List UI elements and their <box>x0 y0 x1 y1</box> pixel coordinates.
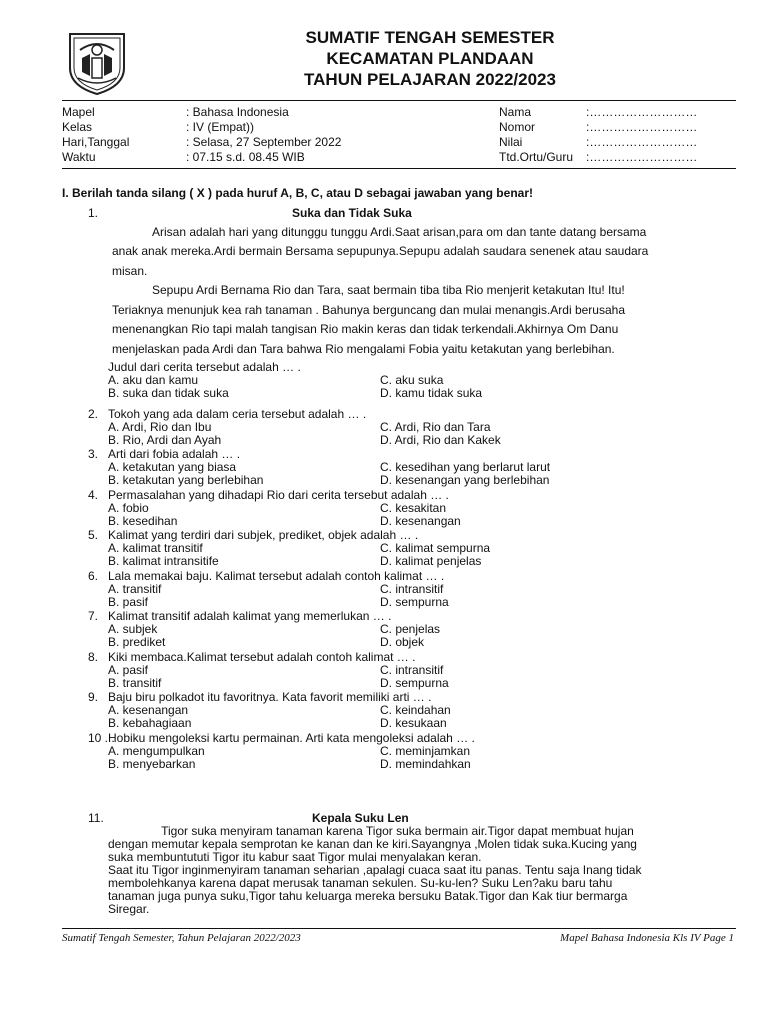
option-b: B. kebahagiaan <box>108 716 192 730</box>
info-label-ttd: Ttd.Ortu/Guru <box>499 150 574 164</box>
option-b: B. menyebarkan <box>108 757 196 771</box>
info-value-kelas: : IV (Empat)) <box>186 120 255 134</box>
question-text: Kalimat yang terdiri dari subjek, prediket, objek adalah … . <box>108 528 419 542</box>
option-b: B. transitif <box>108 676 162 690</box>
option-c: C. penjelas <box>380 622 441 636</box>
option-d: D. kesenangan <box>380 514 461 528</box>
question-number: 6. <box>88 569 99 583</box>
question-text: Baju biru polkadot itu favoritnya. Kata favorit memiliki arti … . <box>108 690 432 704</box>
option-b: B. kesedihan <box>108 514 178 528</box>
option-d: D. kesukaan <box>380 716 447 730</box>
question-number: 9. <box>88 690 99 704</box>
story2-line: Tigor suka menyiram tanaman karena Tigor suka bermain air.Tigor dapat membuat hujan <box>108 824 634 838</box>
question-text: Kalimat transitif adalah kalimat yang memerlukan … . <box>108 609 392 623</box>
header-title-line2: KECAMATAN PLANDAAN <box>326 49 534 68</box>
info-value-nilai: :……………………… <box>586 135 698 149</box>
story2-line: membolehkanya karena dapat merusak tanaman sekulen. Su-ku-len? Suku Len?aku baru tahu <box>108 876 613 890</box>
info-value-ttd: :……………………… <box>586 150 698 164</box>
footer-left: Sumatif Tengah Semester, Tahun Pelajaran 2022/2023 <box>62 932 301 944</box>
option-a: A. kesenangan <box>108 703 189 717</box>
option-d: D. kesenangan yang berlebihan <box>380 473 550 487</box>
story2-title: Kepala Suku Len <box>312 811 409 825</box>
question-number: 5. <box>88 528 99 542</box>
option-c: C. meminjamkan <box>380 744 471 758</box>
option-b: B. Rio, Ardi dan Ayah <box>108 433 222 447</box>
question-number: 10 . . <box>88 731 115 745</box>
option-d: D. kamu tidak suka <box>380 386 483 400</box>
info-label-kelas: Kelas <box>62 120 93 134</box>
option-a: A. kalimat transitif <box>108 541 203 555</box>
info-label-tanggal: Hari,Tanggal <box>62 135 130 149</box>
option-d: D. objek <box>380 635 425 649</box>
question-text: Permasalahan yang dihadapi Rio dari cerita tersebut adalah … . <box>108 488 449 502</box>
option-c: C. kesakitan <box>380 501 447 515</box>
question-text: Kiki membaca.Kalimat tersebut adalah contoh kalimat … . <box>108 650 416 664</box>
info-label-nomor: Nomor <box>499 120 536 134</box>
info-value-tanggal: : Selasa, 27 September 2022 <box>186 135 342 149</box>
story1-line: misan. <box>112 264 148 278</box>
footer-rule <box>62 928 736 929</box>
info-label-nama: Nama <box>499 105 532 119</box>
question-number: 3. <box>88 447 99 461</box>
question-number: 2. <box>88 407 99 421</box>
question-number: 4. <box>88 488 99 502</box>
story1-line: Arisan adalah hari yang ditunggu tunggu Ardi.Saat arisan,para om dan tante datang bersama <box>152 225 647 239</box>
option-a: A. transitif <box>108 582 162 596</box>
story2-number: 11. <box>88 811 104 825</box>
header-title-line1: SUMATIF TENGAH SEMESTER <box>305 28 555 47</box>
option-a: A. pasif <box>108 663 149 677</box>
info-value-nomor: :……………………… <box>586 120 698 134</box>
option-a: A. Ardi, Rio dan Ibu <box>108 420 212 434</box>
story2-line: Saat itu Tigor inginmenyiram tanaman seharian ,apalagi cuaca saat itu panas. Tentu saja Inang tidak <box>108 863 642 877</box>
footer-right: Mapel Bahasa Indonesia Kls IV Page 1 <box>560 932 734 944</box>
question-text: Judul dari cerita tersebut adalah … . <box>108 360 301 374</box>
option-c: C. keindahan <box>380 703 451 717</box>
option-b: B. kalimat intransitife <box>108 554 219 568</box>
story1-line: anak anak mereka.Ardi bermain Bersama sepupunya.Sepupu adalah saudara senenek atau saudara <box>112 244 649 258</box>
regional-emblem-logo <box>62 28 132 98</box>
info-value-mapel: : Bahasa Indonesia <box>186 105 289 119</box>
option-d: D. kalimat penjelas <box>380 554 482 568</box>
info-label-nilai: Nilai <box>499 135 523 149</box>
option-c: C. Ardi, Rio dan Tara <box>380 420 491 434</box>
story2-line: Siregar. <box>108 902 150 916</box>
story2-line: tanaman juga punya suku,Tigor tahu keluarga mereka bersuku Batak.Tigor dan Kak tiur bermarga <box>108 889 628 903</box>
question-text: Arti dari fobia adalah … . <box>108 447 241 461</box>
option-d: D. sempurna <box>380 676 449 690</box>
option-b: B. suka dan tidak suka <box>108 386 229 400</box>
option-a: A. aku dan kamu <box>108 373 199 387</box>
option-c: C. intransitif <box>380 582 444 596</box>
info-label-waktu: Waktu <box>62 150 96 164</box>
option-b: B. pasif <box>108 595 149 609</box>
option-b: B. prediket <box>108 635 166 649</box>
option-a: A. subjek <box>108 622 158 636</box>
option-c: C. intransitif <box>380 663 444 677</box>
story1-line: menenangkan Rio tapi malah tangisan Rio makin keras dan tidak terkendali.Akhirnya Om Danu <box>112 322 619 336</box>
option-c: C. kalimat sempurna <box>380 541 491 555</box>
option-d: D. memindahkan <box>380 757 471 771</box>
header-title-line3: TAHUN PELAJARAN 2022/2023 <box>304 70 556 89</box>
option-c: C. aku suka <box>380 373 444 387</box>
story1-title: Suka dan Tidak Suka <box>292 206 412 220</box>
option-b: B. ketakutan yang berlebihan <box>108 473 264 487</box>
header-rule-bottom <box>62 168 736 169</box>
story1-line: Teriaknya menunjuk kea rah tanaman . Bahunya berguncang dan mulai menangis.Ardi berusaha <box>112 303 625 317</box>
story1-number: 1. <box>88 206 99 220</box>
option-a: A. mengumpulkan <box>108 744 205 758</box>
info-value-nama: :……………………… <box>586 105 698 119</box>
info-label-mapel: Mapel <box>62 105 95 119</box>
question-number: 7. <box>88 609 99 623</box>
story2-line: suka membuntututi Tigor itu kabur saat Tigor mulai menyalakan keran. <box>108 850 482 864</box>
info-value-waktu: : 07.15 s.d. 08.45 WIB <box>186 150 305 164</box>
instruction: I. Berilah tanda silang ( X ) pada huruf A, B, C, atau D sebagai jawaban yang benar! <box>62 186 533 200</box>
story1-line: menjelaskan pada Ardi dan Tara bahwa Rio mengalami Fobia yaitu ketakutan yang berlebihan. <box>112 342 615 356</box>
option-a: A. ketakutan yang biasa <box>108 460 237 474</box>
header-rule-top <box>62 100 736 101</box>
question-text: Tokoh yang ada dalam ceria tersebut adalah … . <box>108 407 367 421</box>
question-text: Lala memakai baju. Kalimat tersebut adalah contoh kalimat … . <box>108 569 445 583</box>
story2-line: dengan memutar kepala semprotan ke kanan dan ke kiri.Sayangnya ,Molen tidak suka.Kucing yang <box>108 837 637 851</box>
option-d: D. Ardi, Rio dan Kakek <box>380 433 501 447</box>
question-number: 8. <box>88 650 99 664</box>
option-d: D. sempurna <box>380 595 449 609</box>
question-text: Hobiku mengoleksi kartu permainan. Arti kata mengoleksi adalah … . <box>108 731 475 745</box>
option-c: C. kesedihan yang berlarut larut <box>380 460 551 474</box>
story1-line: Sepupu Ardi Bernama Rio dan Tara, saat bermain tiba tiba Rio menjerit ketakutan Itu! Itu! <box>152 283 625 297</box>
option-a: A. fobio <box>108 501 149 515</box>
